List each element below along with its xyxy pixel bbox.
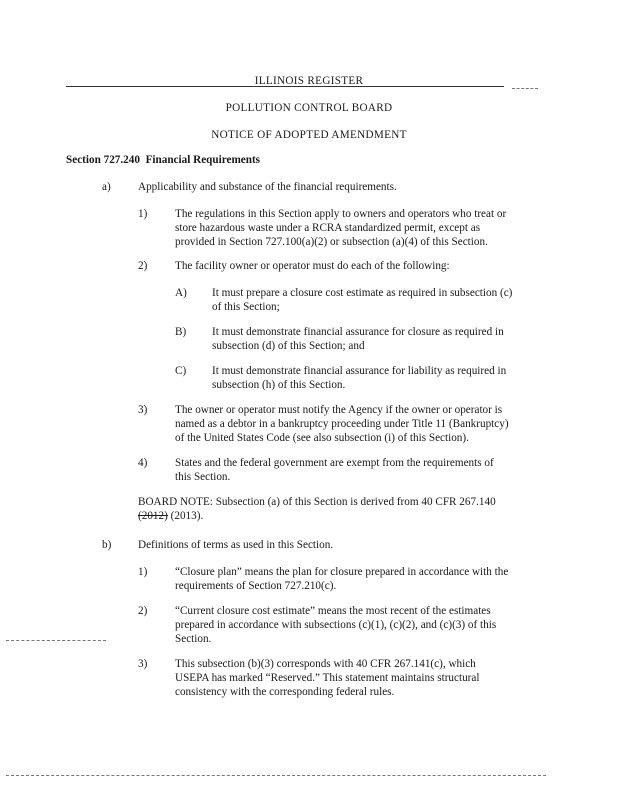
item-a2A-label: A)	[175, 287, 187, 299]
bottom-scan-line	[6, 775, 546, 777]
margin-mark	[6, 640, 106, 642]
item-b3-line: This subsection (b)(3) corresponds with 40 CFR 267.141(c), which	[175, 658, 476, 670]
item-a1-label: 1)	[138, 208, 148, 220]
notice-title: NOTICE OF ADOPTED AMENDMENT	[211, 129, 407, 141]
board-title: POLLUTION CONTROL BOARD	[225, 102, 393, 114]
board-note-line: BOARD NOTE: Subsection (a) of this Section is derived from 40 CFR 267.140	[138, 496, 496, 508]
item-b1-line: requirements of Section 727.210(c).	[175, 580, 337, 592]
item-a1-line: The regulations in this Section apply to owners and operators who treat or	[175, 208, 507, 220]
item-b1-label: 1)	[138, 566, 148, 578]
item-a2A-line: It must prepare a closure cost estimate as required in subsection (c)	[212, 287, 513, 299]
item-b3-line: consistency with the corresponding federal rules.	[175, 686, 395, 698]
item-a2C-line: subsection (h) of this Section.	[212, 379, 346, 391]
item-a2B-line: It must demonstrate financial assurance for closure as required in	[212, 326, 504, 338]
item-a4-line: this Section.	[175, 471, 231, 483]
item-b3-label: 3)	[138, 658, 148, 670]
item-a3-line: of the United States Code (see also subsection (i) of this Section).	[175, 432, 469, 444]
item-a4-label: 4)	[138, 457, 148, 469]
subsection-a-text: Applicability and substance of the financial requirements.	[138, 181, 397, 193]
item-a2-line: The facility owner or operator must do each of the following:	[175, 260, 450, 272]
section-number: Section 727.240	[66, 154, 140, 166]
item-a2-label: 2)	[138, 260, 148, 272]
item-a2A-line: of this Section;	[212, 301, 280, 313]
item-a1-line: store hazardous waste under a RCRA standardized permit, except as	[175, 222, 481, 234]
item-b2-line: prepared in accordance with subsections (c)(1), (c)(2), and (c)(3) of this	[175, 619, 497, 631]
item-b2-line: Section.	[175, 633, 212, 645]
item-a2B-line: subsection (d) of this Section; and	[212, 340, 365, 352]
item-b1-line: “Closure plan” means the plan for closure prepared in accordance with the	[175, 566, 509, 578]
item-a3-label: 3)	[138, 404, 148, 416]
subsection-b-label: b)	[102, 539, 112, 551]
register-title: ILLINOIS REGISTER	[254, 75, 364, 87]
item-b2-label: 2)	[138, 605, 148, 617]
new-year: (2013).	[167, 510, 204, 522]
item-a1-line: provided in Section 727.100(a)(2) or subsection (a)(4) of this Section.	[175, 236, 488, 248]
item-a3-line: named as a debtor in a bankruptcy proceeding under Title 11 (Bankruptcy)	[175, 418, 509, 430]
board-note-citation	[138, 509, 203, 524]
item-a3-line: The owner or operator must notify the Agency if the owner or operator is	[175, 404, 503, 416]
struck-year: (2012)	[138, 510, 168, 522]
item-a4-line: States and the federal government are exempt from the requirements of	[175, 457, 494, 469]
item-a2C-line: It must demonstrate financial assurance for liability as required in	[212, 365, 507, 377]
section-title: Financial Requirements	[145, 154, 261, 166]
item-a2B-label: B)	[175, 326, 187, 338]
subsection-b-text: Definitions of terms as used in this Section.	[138, 539, 334, 551]
section-heading	[66, 153, 260, 168]
item-b3-line: USEPA has marked “Reserved.” This statement maintains structural	[175, 672, 480, 684]
item-a2C-label: C)	[175, 365, 187, 377]
item-b2-line: “Current closure cost estimate” means the most recent of the estimates	[175, 605, 491, 617]
subsection-a-label: a)	[102, 181, 111, 193]
